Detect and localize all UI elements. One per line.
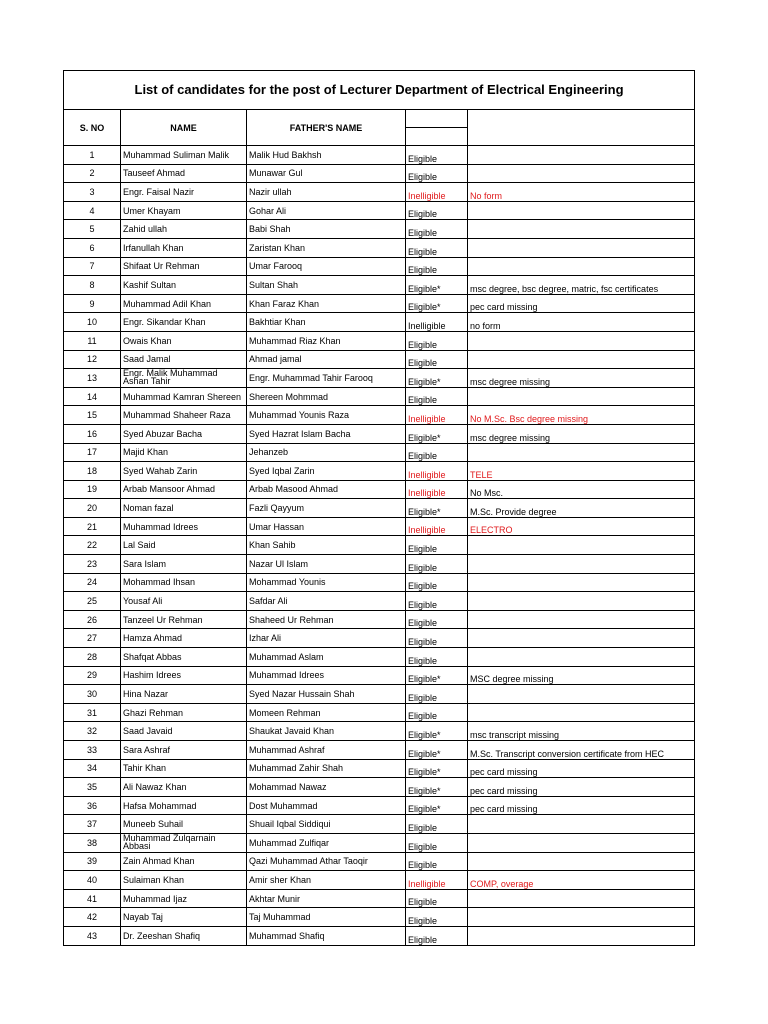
father-name-cell: Syed Iqbal Zarin xyxy=(247,462,406,481)
table-row xyxy=(64,424,695,443)
table-row xyxy=(64,350,695,369)
father-name-cell: Jehanzeb xyxy=(247,443,406,462)
table-row xyxy=(64,592,695,611)
serial-number-cell: 30 xyxy=(64,685,121,704)
candidate-name-cell: Muhammad Ijaz xyxy=(121,889,247,908)
candidate-name-cell: Muhammad Kamran Shereen xyxy=(121,387,247,406)
table-row xyxy=(64,294,695,313)
candidate-name-cell: Hafsa Mohammad xyxy=(121,796,247,815)
candidate-name-cell: Zain Ahmad Khan xyxy=(121,852,247,871)
sno-header: S. NO xyxy=(64,110,121,146)
candidate-name-cell: Umer Khayam xyxy=(121,201,247,220)
father-name-cell: Muhammad Aslam xyxy=(247,648,406,667)
candidate-name-cell: Hamza Ahmad xyxy=(121,629,247,648)
title-row xyxy=(64,71,695,110)
candidate-name-cell: Kashif Sultan xyxy=(121,276,247,295)
father-name-cell: Nazir ullah xyxy=(247,183,406,202)
father-name-cell: Amir sher Khan xyxy=(247,871,406,890)
father-name-cell: Dost Muhammad xyxy=(247,796,406,815)
table-row xyxy=(64,443,695,462)
remark-cell: No form xyxy=(468,183,695,202)
eligibility-status-cell: Eligible xyxy=(406,164,468,183)
table-row xyxy=(64,908,695,927)
father-name-cell: Umar Hassan xyxy=(247,517,406,536)
remark-cell: TELE xyxy=(468,462,695,481)
serial-number-cell: 27 xyxy=(64,629,121,648)
eligibility-status-cell: Eligible xyxy=(406,629,468,648)
father-name-cell: Akhtar Munir xyxy=(247,889,406,908)
remark-cell: No M.Sc. Bsc degree missing xyxy=(468,406,695,425)
remark-cell xyxy=(468,146,695,165)
table-row xyxy=(64,313,695,332)
eligibility-status-cell: Eligible* xyxy=(406,796,468,815)
remark-cell: ELECTRO xyxy=(468,517,695,536)
table-row xyxy=(64,778,695,797)
table-row xyxy=(64,387,695,406)
candidate-name-cell: Saad Javaid xyxy=(121,722,247,741)
candidate-name-cell: Muhammad Shaheer Raza xyxy=(121,406,247,425)
remark-cell: msc degree missing xyxy=(468,369,695,388)
remark-cell xyxy=(468,889,695,908)
candidate-name-cell: Shifaat Ur Rehman xyxy=(121,257,247,276)
candidate-name-cell: Muhammad Zulqarnain Abbasi xyxy=(121,833,247,852)
father-name-cell: Muhammad Younis Raza xyxy=(247,406,406,425)
eligibility-status-cell: Eligible* xyxy=(406,294,468,313)
remark-cell xyxy=(468,331,695,350)
father-name-cell: Muhammad Idrees xyxy=(247,666,406,685)
father-name-cell: Shuail Iqbal Siddiqui xyxy=(247,815,406,834)
remarks-header xyxy=(468,110,695,146)
eligibility-status-cell: Eligible* xyxy=(406,276,468,295)
remark-cell: pec card missing xyxy=(468,778,695,797)
father-name-cell: Izhar Ali xyxy=(247,629,406,648)
candidate-name-cell: Dr. Zeeshan Shafiq xyxy=(121,926,247,945)
father-name-cell: Shaheed Ur Rehman xyxy=(247,610,406,629)
table-row xyxy=(64,220,695,239)
candidate-name-cell: Muhammad Suliman Malik xyxy=(121,146,247,165)
serial-number-cell: 25 xyxy=(64,592,121,611)
father-name-cell: Arbab Masood Ahmad xyxy=(247,480,406,499)
serial-number-cell: 17 xyxy=(64,443,121,462)
serial-number-cell: 34 xyxy=(64,759,121,778)
candidate-name-cell: Arbab Mansoor Ahmad xyxy=(121,480,247,499)
eligibility-status-cell: Eligible xyxy=(406,536,468,555)
remark-cell: no form xyxy=(468,313,695,332)
father-name-cell: Qazi Muhammad Athar Taoqir xyxy=(247,852,406,871)
remark-cell xyxy=(468,220,695,239)
eligibility-status-cell: Eligible xyxy=(406,331,468,350)
eligibility-status-cell: Inelligible xyxy=(406,406,468,425)
remark-cell xyxy=(468,833,695,852)
eligibility-status-cell: Eligible xyxy=(406,908,468,927)
document-title: List of candidates for the post of Lecturer Department of Electrical Engineering xyxy=(64,71,695,110)
remark-cell: msc degree, bsc degree, matric, fsc certificates xyxy=(468,276,695,295)
serial-number-cell: 37 xyxy=(64,815,121,834)
table-row xyxy=(64,889,695,908)
candidate-name-cell: Zahid ullah xyxy=(121,220,247,239)
candidate-name-cell: Syed Abuzar Bacha xyxy=(121,424,247,443)
eligibility-status-cell: Eligible* xyxy=(406,499,468,518)
candidate-name-cell: Owais Khan xyxy=(121,331,247,350)
remark-cell xyxy=(468,703,695,722)
table-row xyxy=(64,629,695,648)
table-row xyxy=(64,331,695,350)
eligibility-status-cell: Eligible xyxy=(406,387,468,406)
table-row xyxy=(64,722,695,741)
candidate-name-cell: Muhammad Adil Khan xyxy=(121,294,247,313)
father-name-cell: Khan Faraz Khan xyxy=(247,294,406,313)
status-header-split xyxy=(406,110,467,128)
father-name-cell: Muhammad Zulfiqar xyxy=(247,833,406,852)
candidate-name-cell: Engr. Faisal Nazir xyxy=(121,183,247,202)
name-header: NAME xyxy=(121,110,247,146)
remark-cell xyxy=(468,201,695,220)
table-row xyxy=(64,517,695,536)
serial-number-cell: 40 xyxy=(64,871,121,890)
serial-number-cell: 1 xyxy=(64,146,121,165)
serial-number-cell: 20 xyxy=(64,499,121,518)
serial-number-cell: 43 xyxy=(64,926,121,945)
serial-number-cell: 42 xyxy=(64,908,121,927)
remark-cell xyxy=(468,648,695,667)
father-name-cell: Zaristan Khan xyxy=(247,238,406,257)
table-row xyxy=(64,852,695,871)
remark-cell xyxy=(468,908,695,927)
serial-number-cell: 4 xyxy=(64,201,121,220)
remark-cell: M.Sc. Provide degree xyxy=(468,499,695,518)
candidate-name-cell: Sara Islam xyxy=(121,555,247,574)
serial-number-cell: 36 xyxy=(64,796,121,815)
father-name-cell: Muhammad Ashraf xyxy=(247,741,406,760)
eligibility-status-cell: Eligible xyxy=(406,852,468,871)
father-name-cell: Umar Farooq xyxy=(247,257,406,276)
remark-cell xyxy=(468,443,695,462)
eligibility-status-cell: Eligible* xyxy=(406,722,468,741)
serial-number-cell: 10 xyxy=(64,313,121,332)
remark-cell xyxy=(468,164,695,183)
serial-number-cell: 41 xyxy=(64,889,121,908)
eligibility-status-cell: Eligible xyxy=(406,220,468,239)
serial-number-cell: 18 xyxy=(64,462,121,481)
serial-number-cell: 33 xyxy=(64,741,121,760)
eligibility-status-cell: Eligible* xyxy=(406,741,468,760)
eligibility-status-cell: Eligible xyxy=(406,889,468,908)
eligibility-status-cell: Eligible* xyxy=(406,778,468,797)
candidate-name-cell: Hashim Idrees xyxy=(121,666,247,685)
eligibility-status-cell: Eligible xyxy=(406,926,468,945)
candidate-name-cell: Ali Nawaz Khan xyxy=(121,778,247,797)
candidate-name-cell: Sara Ashraf xyxy=(121,741,247,760)
eligibility-status-cell: Eligible xyxy=(406,648,468,667)
father-name-cell: Muhammad Shafiq xyxy=(247,926,406,945)
remark-cell xyxy=(468,592,695,611)
table-row xyxy=(64,759,695,778)
serial-number-cell: 12 xyxy=(64,350,121,369)
eligibility-status-cell: Inelligible xyxy=(406,183,468,202)
table-row xyxy=(64,573,695,592)
eligibility-status-cell: Eligible xyxy=(406,555,468,574)
remark-cell xyxy=(468,610,695,629)
candidate-name-cell: Irfanullah Khan xyxy=(121,238,247,257)
remark-cell: M.Sc. Transcript conversion certificate from HEC xyxy=(468,741,695,760)
serial-number-cell: 28 xyxy=(64,648,121,667)
remark-cell xyxy=(468,815,695,834)
table-body xyxy=(64,146,695,946)
remark-cell xyxy=(468,629,695,648)
candidate-name-cell: Ghazi Rehman xyxy=(121,703,247,722)
eligibility-status-cell: Eligible* xyxy=(406,424,468,443)
status-header xyxy=(406,110,468,146)
table-row xyxy=(64,480,695,499)
table-row xyxy=(64,871,695,890)
table-row xyxy=(64,703,695,722)
eligibility-status-cell: Eligible xyxy=(406,815,468,834)
eligibility-status-cell: Inelligible xyxy=(406,517,468,536)
candidate-name-cell: Sulaiman Khan xyxy=(121,871,247,890)
father-name-cell: Syed Nazar Hussain Shah xyxy=(247,685,406,704)
serial-number-cell: 23 xyxy=(64,555,121,574)
father-name-cell: Khan Sahib xyxy=(247,536,406,555)
eligibility-status-cell: Inelligible xyxy=(406,462,468,481)
table-row xyxy=(64,796,695,815)
eligibility-status-cell: Eligible* xyxy=(406,666,468,685)
serial-number-cell: 6 xyxy=(64,238,121,257)
serial-number-cell: 21 xyxy=(64,517,121,536)
eligibility-status-cell: Inelligible xyxy=(406,313,468,332)
serial-number-cell: 7 xyxy=(64,257,121,276)
candidate-name-cell: Nayab Taj xyxy=(121,908,247,927)
table-row xyxy=(64,164,695,183)
eligibility-status-cell: Inelligible xyxy=(406,871,468,890)
table-row xyxy=(64,406,695,425)
serial-number-cell: 9 xyxy=(64,294,121,313)
serial-number-cell: 13 xyxy=(64,369,121,388)
table-row xyxy=(64,462,695,481)
serial-number-cell: 22 xyxy=(64,536,121,555)
candidate-name-cell: Engr. Sikandar Khan xyxy=(121,313,247,332)
father-name-cell: Mohammad Nawaz xyxy=(247,778,406,797)
remark-cell: COMP, overage xyxy=(468,871,695,890)
table-row xyxy=(64,536,695,555)
father-name-cell: Muhammad Zahir Shah xyxy=(247,759,406,778)
candidate-name-cell: Mohammad Ihsan xyxy=(121,573,247,592)
table-row xyxy=(64,833,695,852)
father-name-cell: Munawar Gul xyxy=(247,164,406,183)
table-row xyxy=(64,238,695,257)
table-row xyxy=(64,146,695,165)
father-name-cell: Engr. Muhammad Tahir Farooq xyxy=(247,369,406,388)
table-row xyxy=(64,815,695,834)
eligibility-status-cell: Eligible* xyxy=(406,759,468,778)
eligibility-status-cell: Eligible xyxy=(406,610,468,629)
candidate-name-cell: Tauseef Ahmad xyxy=(121,164,247,183)
table-row xyxy=(64,183,695,202)
remark-cell xyxy=(468,387,695,406)
father-name-cell: Mohammad Younis xyxy=(247,573,406,592)
remark-cell: pec card missing xyxy=(468,759,695,778)
header-row xyxy=(64,110,695,146)
candidate-name-cell: Tanzeel Ur Rehman xyxy=(121,610,247,629)
father-name-cell: Shaukat Javaid Khan xyxy=(247,722,406,741)
table-row xyxy=(64,610,695,629)
remark-cell: msc degree missing xyxy=(468,424,695,443)
table-row xyxy=(64,201,695,220)
remark-cell: pec card missing xyxy=(468,796,695,815)
serial-number-cell: 3 xyxy=(64,183,121,202)
serial-number-cell: 29 xyxy=(64,666,121,685)
eligibility-status-cell: Inelligible xyxy=(406,480,468,499)
eligibility-status-cell: Eligible xyxy=(406,685,468,704)
remark-cell: msc transcript missing xyxy=(468,722,695,741)
eligibility-status-cell: Eligible xyxy=(406,443,468,462)
father-name-cell: Syed Hazrat Islam Bacha xyxy=(247,424,406,443)
father-name-cell: Fazli Qayyum xyxy=(247,499,406,518)
father-name-header: FATHER'S NAME xyxy=(247,110,406,146)
table-row xyxy=(64,499,695,518)
eligibility-status-cell: Eligible xyxy=(406,592,468,611)
serial-number-cell: 35 xyxy=(64,778,121,797)
serial-number-cell: 26 xyxy=(64,610,121,629)
serial-number-cell: 19 xyxy=(64,480,121,499)
father-name-cell: Gohar Ali xyxy=(247,201,406,220)
candidate-name-cell: Majid Khan xyxy=(121,443,247,462)
eligibility-status-cell: Eligible xyxy=(406,146,468,165)
eligibility-status-cell: Eligible xyxy=(406,238,468,257)
candidate-name-cell: Hina Nazar xyxy=(121,685,247,704)
remark-cell xyxy=(468,257,695,276)
serial-number-cell: 14 xyxy=(64,387,121,406)
father-name-cell: Malik Hud Bakhsh xyxy=(247,146,406,165)
eligibility-status-cell: Eligible xyxy=(406,833,468,852)
father-name-cell: Ahmad jamal xyxy=(247,350,406,369)
eligibility-status-cell: Eligible xyxy=(406,201,468,220)
candidate-name-cell: Muneeb Suhail xyxy=(121,815,247,834)
remark-cell xyxy=(468,573,695,592)
remark-cell: pec card missing xyxy=(468,294,695,313)
serial-number-cell: 15 xyxy=(64,406,121,425)
table-row xyxy=(64,926,695,945)
serial-number-cell: 2 xyxy=(64,164,121,183)
table-row xyxy=(64,648,695,667)
serial-number-cell: 16 xyxy=(64,424,121,443)
candidate-name-cell: Lal Said xyxy=(121,536,247,555)
candidate-name-cell: Muhammad Idrees xyxy=(121,517,247,536)
candidate-name-cell: Saad Jamal xyxy=(121,350,247,369)
remark-cell: No Msc. xyxy=(468,480,695,499)
candidate-name-cell: Syed Wahab Zarin xyxy=(121,462,247,481)
serial-number-cell: 38 xyxy=(64,833,121,852)
table-row xyxy=(64,741,695,760)
candidate-name-cell: Noman fazal xyxy=(121,499,247,518)
table-row xyxy=(64,685,695,704)
father-name-cell: Taj Muhammad xyxy=(247,908,406,927)
candidates-table xyxy=(63,70,695,946)
candidate-name-cell: Engr. Malik Muhammad Ashan Tahir xyxy=(121,369,247,388)
candidate-name-cell: Tahir Khan xyxy=(121,759,247,778)
candidate-name-cell: Shafqat Abbas xyxy=(121,648,247,667)
serial-number-cell: 8 xyxy=(64,276,121,295)
father-name-cell: Shereen Mohmmad xyxy=(247,387,406,406)
father-name-cell: Babi Shah xyxy=(247,220,406,239)
remark-cell xyxy=(468,852,695,871)
candidate-name-cell: Yousaf Ali xyxy=(121,592,247,611)
eligibility-status-cell: Eligible xyxy=(406,573,468,592)
serial-number-cell: 5 xyxy=(64,220,121,239)
father-name-cell: Bakhtiar Khan xyxy=(247,313,406,332)
eligibility-status-cell: Eligible xyxy=(406,257,468,276)
father-name-cell: Nazar Ul Islam xyxy=(247,555,406,574)
remark-cell xyxy=(468,350,695,369)
serial-number-cell: 31 xyxy=(64,703,121,722)
remark-cell xyxy=(468,555,695,574)
table-row xyxy=(64,666,695,685)
serial-number-cell: 11 xyxy=(64,331,121,350)
remark-cell xyxy=(468,685,695,704)
table-row xyxy=(64,369,695,388)
father-name-cell: Sultan Shah xyxy=(247,276,406,295)
eligibility-status-cell: Eligible xyxy=(406,703,468,722)
table-row xyxy=(64,257,695,276)
remark-cell xyxy=(468,238,695,257)
remark-cell xyxy=(468,536,695,555)
father-name-cell: Muhammad Riaz Khan xyxy=(247,331,406,350)
table-row xyxy=(64,555,695,574)
table-row xyxy=(64,276,695,295)
serial-number-cell: 39 xyxy=(64,852,121,871)
eligibility-status-cell: Eligible* xyxy=(406,369,468,388)
eligibility-status-cell: Eligible xyxy=(406,350,468,369)
remark-cell: MSC degree missing xyxy=(468,666,695,685)
serial-number-cell: 32 xyxy=(64,722,121,741)
father-name-cell: Momeen Rehman xyxy=(247,703,406,722)
father-name-cell: Safdar Ali xyxy=(247,592,406,611)
remark-cell xyxy=(468,926,695,945)
serial-number-cell: 24 xyxy=(64,573,121,592)
